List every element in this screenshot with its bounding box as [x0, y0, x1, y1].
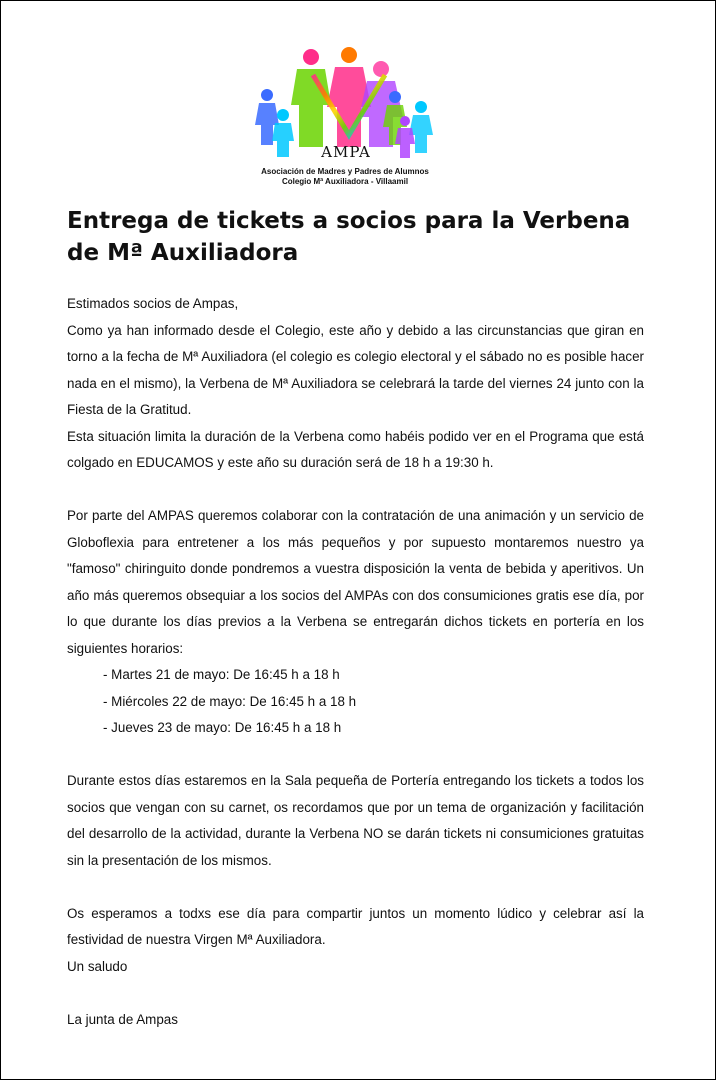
logo-org-name: Asociación de Madres y Padres de Alumnos	[261, 167, 429, 176]
paragraph-duration: Esta situación limita la duración de la Verbena como habéis podido ver en el Programa que está colgado en EDUCAMOS y este año su duración será de 18 h a 19:30 h.	[67, 428, 644, 470]
list-item: - Martes 21 de mayo: De 16:45 h a 18 h	[103, 667, 340, 682]
paragraph-pickup-info: Durante estos días estaremos en la Sala pequeña de Portería entregando los tickets a todos los socios que vengan con su carnet, os recordamos que por un tema de organización y facilitación del desarrollo de la actividad, durante la Verbena NO se darán tickets ni consumiciones gratuitas sin la presentación de los mismos.	[67, 773, 644, 868]
list-item: - Miércoles 22 de mayo: De 16:45 h a 18 h	[103, 693, 357, 709]
logo-wordmark: AMPA	[321, 143, 371, 161]
document-body	[67, 291, 644, 1033]
paragraph-intro: Como ya han informado desde el Colegio, este año y debido a las circunstancias que giran en torno a la fecha de Mª Auxiliadora (el colegio es colegio electoral y el sábado no es posible hacer nada en el mismo), la Verbena de Mª Auxiliadora se celebrará la tarde del viernes 24 junto con la Fiesta de la Gratitud.	[67, 322, 644, 417]
greeting: Estimados socios de Ampas,	[67, 296, 239, 311]
sign-off: Un saludo	[67, 958, 128, 974]
document-title: Entrega de tickets a socios para la Verbena de Mª Auxiliadora	[67, 208, 631, 266]
ampa-logo	[253, 45, 437, 185]
list-item: - Jueves 23 de mayo: De 16:45 h a 18 h	[103, 720, 342, 735]
signature: La junta de Ampas	[67, 1011, 178, 1027]
paragraph-closing: Os esperamos a todxs ese día para compartir juntos un momento lúdico y celebrar así la festividad de nuestra Virgen Mª Auxiliadora.	[67, 905, 644, 947]
paragraph-ampas-plans: Por parte del AMPAS queremos colaborar con la contratación de una animación y un servicio de Globoflexia para entretener a los más pequeños y por supuesto montaremos nuestro ya "famoso" chiringuito donde pondremos a vuestra disposición la venta de bebida y aperitivos. Un año más queremos obsequiar a los socios del AMPAs con dos consumiciones gratis ese día, por lo que durante los días previos a la Verbena se entregarán dichos tickets en portería en los siguientes horarios:	[67, 508, 644, 656]
logo-school-name: Colegio Mª Auxiliadora - Villaamil	[281, 177, 409, 186]
